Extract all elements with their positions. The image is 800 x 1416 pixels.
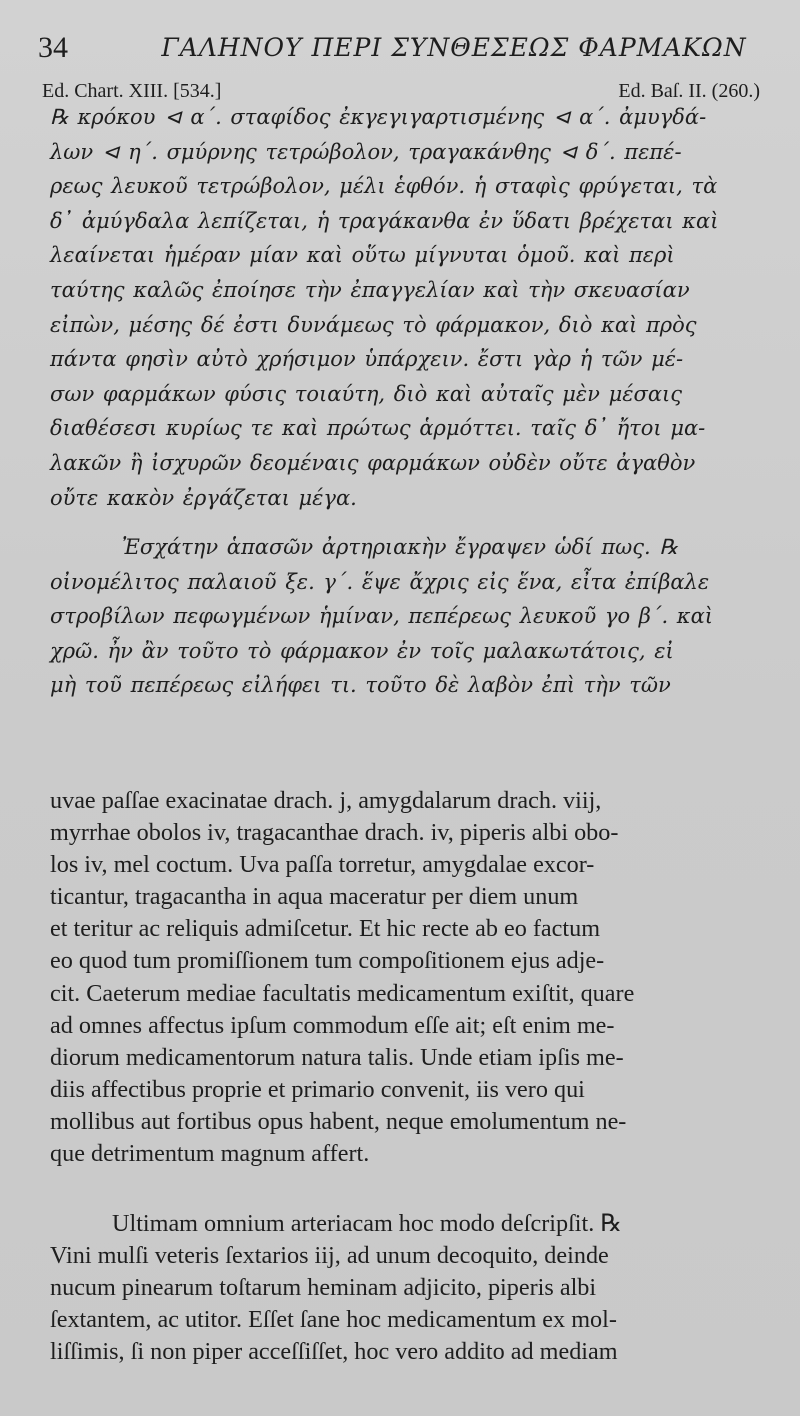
text-line: σων φαρμάκων φύσις τοιαύτη, διὸ καὶ αὐταῖς μὲν μέσαις: [50, 381, 683, 406]
text-line: diorum medicamentorum natura talis. Unde etiam ipſis me-: [50, 1043, 624, 1071]
text-line: λακῶν ἢ ἰσχυρῶν δεομέναις φαρμάκων οὐδὲν οὔτε ἀγαθὸν: [50, 450, 696, 475]
text-line: diis affectibus proprie et primario convenit, iis vero qui: [50, 1075, 585, 1103]
page-header: [38, 28, 760, 68]
text-line: que detrimentum magnum affert.: [50, 1140, 370, 1168]
text-line: χρῶ. ἦν ἂν τοῦτο τὸ φάρμακον ἐν τοῖς μαλακωτάτοις, εἰ: [50, 638, 674, 663]
text-line: et teritur ac reliquis admiſcetur. Et hic recte ab eo factum: [50, 915, 601, 943]
text-line: myrrhae obolos iv, tragacanthae drach. iv, piperis albi obo-: [50, 819, 619, 847]
text-line: nucum pinearum toſtarum heminam adjicito, piperis albi: [50, 1274, 597, 1302]
text-line: διαθέσεσι κυρίως τε καὶ πρώτως ἁρμόττει. ταῖς δ᾽ ἤτοι μα-: [50, 416, 706, 441]
text-line: λων ⊲ η΄. σμύρνης τετρώβολον, τραγακάνθης ⊲ δ΄. πεπέ-: [50, 139, 682, 164]
text-line: liſſimis, ſi non piper acceſſiſſet, hoc vero addito ad mediam: [50, 1338, 618, 1366]
text-line: λεαίνεται ἡμέραν μίαν καὶ οὕτω μίγνυται ὁμοῦ. καὶ περὶ: [50, 243, 675, 268]
text-line: οὔτε κακὸν ἐργάζεται μέγα.: [50, 485, 357, 510]
text-line: στροβίλων πεφωγμένων ἡμίναν, πεπέρεως λευκοῦ γο β΄. καὶ: [50, 604, 713, 629]
greek-paragraph-2: [50, 530, 766, 703]
text-line: ſextantem, ac utitor. Eſſet ſane hoc medicamentum ex mol-: [50, 1306, 617, 1334]
text-line: Vini mulſi veteris ſextarios iij, ad unum decoquito, deinde: [50, 1242, 609, 1270]
text-line: uvae paſſae exacinatae drach. j, amygdalarum drach. viij,: [50, 787, 602, 814]
text-line: los iv, mel coctum. Uva paſſa torretur, amygdalae excor-: [50, 851, 595, 879]
latin-paragraph-2: [50, 1208, 766, 1368]
text-line: οἰνομέλιτος παλαιοῦ ξε. γ΄. ἕψε ἄχρις εἰς ἕνα, εἶτα ἐπίβαλε: [50, 569, 710, 594]
text-line: ταύτης καλῶς ἐποίησε τὴν ἐπαγγελίαν καὶ τὴν σκευασίαν: [50, 277, 690, 302]
text-line: ticantur, tragacantha in aqua maceratur per diem unum: [50, 883, 579, 911]
running-title: ΓΑΛΗΝΟΥ ΠΕΡΙ ΣΥΝΘΕΣΕΩΣ ΦΑΡΜΑΚΩΝ: [161, 33, 747, 62]
text-line: ρεως λευκοῦ τετρώβολον, μέλι ἑφθόν. ἡ σταφὶς φρύγεται, τὰ: [50, 174, 718, 199]
text-line: δ᾽ ἀμύγδαλα λεπίζεται, ἡ τραγάκανθα ἐν ὕδατι βρέχεται καὶ: [50, 208, 719, 233]
edition-basel-ref: Ed. Baſ. II. (260.): [618, 80, 760, 102]
edition-chart-ref: Ed. Chart. XIII. [534.]: [42, 80, 222, 102]
text-line: ℞ κρόκου ⊲ α΄. σταφίδος ἐκγεγιγαρτισμένης ⊲ α΄. ἀμυγδά-: [50, 105, 707, 129]
text-line: εἰπὼν, μέσης δέ ἐστι δυνάμεως τὸ φάρμακον, διὸ καὶ πρὸς: [50, 312, 697, 337]
text-line: ad omnes affectus ipſum commodum eſſe ait; eſt enim me-: [50, 1011, 615, 1039]
text-line: Ἐσχάτην ἁπασῶν ἀρτηριακὴν ἔγραψεν ὡδί πως. ℞: [122, 535, 679, 559]
greek-paragraph-1: [50, 100, 766, 515]
text-line: mollibus aut fortibus opus habent, neque emolumentum ne-: [50, 1107, 627, 1135]
text-line: μὴ τοῦ πεπέρεως εἰλήφει τι. τοῦτο δὲ λαβὸν ἐπὶ τὴν τῶν: [50, 673, 671, 698]
latin-paragraph-1: [50, 785, 766, 1170]
text-line: cit. Caeterum mediae facultatis medicamentum exiſtit, quare: [50, 979, 635, 1007]
text-line: eo quod tum promiſſionem tum compoſitionem ejus adje-: [50, 947, 605, 975]
text-line: Ultimam omnium arteriacam hoc modo deſcripſit. ℞: [112, 1210, 623, 1237]
text-line: πάντα φησὶν αὐτὸ χρήσιμον ὑπάρχειν. ἔστι γὰρ ἡ τῶν μέ-: [50, 347, 684, 372]
page-number: 34: [38, 31, 68, 64]
